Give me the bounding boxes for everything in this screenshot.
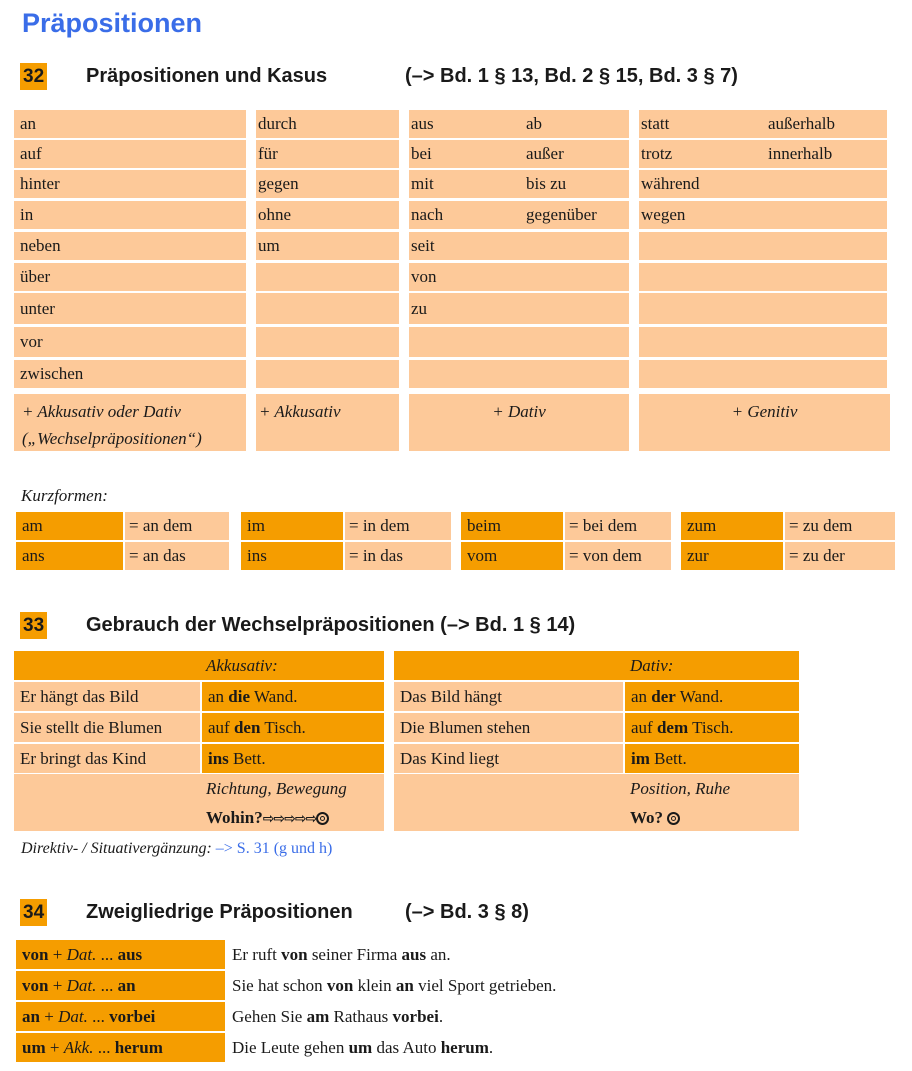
sentence-text: das Auto — [372, 1038, 441, 1057]
ergaenzung-note-label: Direktiv- / Situativergänzung: — [21, 840, 216, 857]
noun-text: Tisch. — [260, 718, 306, 737]
wo-question: Wo? — [630, 808, 664, 827]
section-title-32: Präpositionen und Kasus — [86, 65, 328, 87]
dativ-footer — [394, 774, 799, 831]
kurzform-short: zur — [681, 542, 783, 570]
noun-text: Wand. — [250, 687, 298, 706]
target-icon — [667, 812, 680, 825]
dativ-meaning: Position, Ruhe — [630, 779, 731, 798]
preposition-part-1: an — [22, 1007, 40, 1026]
noun-text: Wand. — [675, 687, 724, 706]
prep-genitiv: innerhalb — [768, 144, 833, 163]
example-sentence-preposition — [625, 744, 799, 773]
prep-dativ-row — [409, 140, 629, 168]
sentence-text: Gehen Sie — [232, 1007, 307, 1026]
section-number-33: 33 — [20, 612, 47, 639]
sentence-preposition: von — [281, 945, 308, 964]
prep-dativ-row — [409, 263, 629, 291]
preposition-text: auf — [631, 718, 657, 737]
prep-genitiv-row — [639, 201, 887, 229]
prep-akkusativ: gegen — [256, 170, 399, 198]
prep-akkusativ — [256, 263, 399, 291]
noun-text: Tisch. — [688, 718, 734, 737]
article-bold: dem — [656, 718, 689, 737]
case-name: Dat. — [58, 1007, 88, 1026]
article-bold: ins — [208, 749, 229, 768]
kurzform-short: im — [241, 512, 343, 540]
ergaenzung-ref-link[interactable]: –> S. 31 (g und h) — [215, 840, 333, 857]
dativ-header: Dativ: — [394, 651, 799, 680]
two-part-preposition: von + Dat. ... an — [16, 971, 225, 1000]
section-title-34: Zweigliedrige Präpositionen — [86, 901, 353, 923]
sentence-text: Er ruft — [232, 945, 282, 964]
noun-text: Bett. — [649, 749, 687, 768]
prep-dativ: außer — [526, 144, 564, 163]
kurzform-short: am — [16, 512, 123, 540]
example-sentence — [232, 1033, 832, 1062]
example-sentence-preposition — [202, 682, 384, 711]
preposition-part-2: herum — [114, 1038, 163, 1057]
label-dativ: + Dativ — [409, 394, 629, 451]
preposition-part-2: vorbei — [109, 1007, 156, 1026]
preposition-text: auf — [208, 718, 234, 737]
sentence-text: Die Leute gehen — [232, 1038, 349, 1057]
prep-akkusativ — [256, 327, 399, 357]
article-bold: die — [228, 687, 251, 706]
prep-genitiv-row — [639, 140, 887, 168]
kurzform-short: ans — [16, 542, 123, 570]
sentence-preposition: am — [306, 1007, 330, 1026]
example-sentence — [232, 1002, 832, 1031]
preposition-part-2: an — [117, 976, 136, 995]
sentence-preposition: von — [326, 976, 354, 995]
prep-genitiv-row — [639, 327, 887, 357]
kurzform-long: = bei dem — [565, 512, 671, 540]
prep-dativ-row — [409, 327, 629, 357]
prep-akk-dat: hinter — [14, 170, 246, 198]
prep-genitiv: wegen — [641, 205, 686, 224]
sentence-text: . — [488, 1038, 494, 1057]
prep-genitiv-row — [639, 170, 887, 198]
prep-dativ-row — [409, 170, 629, 198]
prep-akk-dat: unter — [14, 293, 246, 324]
two-part-preposition: von + Dat. ... aus — [16, 940, 225, 969]
prep-akkusativ — [256, 293, 399, 324]
prep-dativ-row — [409, 110, 629, 138]
example-sentence-start: Sie stellt die Blumen — [14, 713, 200, 742]
article-bold: der — [651, 687, 676, 706]
prep-dativ: mit — [411, 174, 434, 193]
prep-akk-dat: neben — [14, 232, 246, 260]
example-sentence-start: Das Bild hängt — [394, 682, 623, 711]
wohin-question: Wohin? — [206, 808, 263, 827]
kurzform-long: = in das — [345, 542, 451, 570]
label-akkusativ: + Akkusativ — [256, 394, 399, 451]
akkusativ-question-line — [206, 805, 329, 832]
case-name: Akk. — [63, 1038, 94, 1057]
sentence-preposition: an — [395, 976, 414, 995]
target-icon — [316, 812, 329, 825]
preposition-part-1: von — [22, 976, 49, 995]
prep-genitiv: statt — [641, 114, 670, 133]
kurzform-short: beim — [461, 512, 563, 540]
prep-dativ: aus — [411, 114, 434, 133]
prep-dativ: bei — [411, 144, 432, 163]
article-bold: den — [233, 718, 261, 737]
section-number-34: 34 — [20, 899, 47, 926]
label-akk-dat: + Akkusativ oder Dativ — [22, 402, 181, 421]
section-number-32: 32 — [20, 63, 47, 90]
example-sentence-preposition — [202, 713, 384, 742]
example-sentence-start: Er bringt das Kind — [14, 744, 200, 773]
label-wechsel — [14, 394, 246, 451]
prep-genitiv-row — [639, 263, 887, 291]
prep-dativ-row — [409, 360, 629, 388]
prep-akk-dat: in — [14, 201, 246, 229]
kurzform-short: zum — [681, 512, 783, 540]
kurzform-long: = an dem — [125, 512, 229, 540]
dativ-question-line — [630, 805, 680, 831]
label-wechselpraepositionen: („Wechselpräpositionen“) — [22, 429, 202, 448]
example-sentence — [232, 940, 832, 969]
article-bold: im — [631, 749, 650, 768]
prep-genitiv-row — [639, 293, 887, 324]
page-title: Präpositionen — [22, 8, 203, 38]
sentence-text: viel Sport getrieben. — [413, 976, 557, 995]
prep-genitiv-row — [639, 360, 887, 388]
example-sentence — [232, 971, 832, 1000]
ergaenzung-note — [21, 838, 332, 860]
example-sentence-start: Die Blumen stehen — [394, 713, 623, 742]
preposition-part-2: aus — [117, 945, 143, 964]
kurzformen-label: Kurzformen: — [21, 486, 108, 505]
kurzform-long: = von dem — [565, 542, 671, 570]
prep-akkusativ: um — [256, 232, 399, 260]
sentence-preposition: vorbei — [392, 1007, 439, 1026]
example-sentence-preposition — [202, 744, 384, 773]
akkusativ-footer — [14, 774, 384, 831]
label-genitiv: + Genitiv — [639, 394, 890, 451]
noun-text: Bett. — [228, 749, 266, 768]
akkusativ-header: Akkusativ: — [14, 651, 384, 680]
prep-genitiv-row — [639, 110, 887, 138]
prep-genitiv: außerhalb — [768, 114, 836, 133]
arrow-right-icon: ⇨⇨⇨⇨⇨ — [262, 811, 317, 827]
preposition-part-1: um — [22, 1038, 46, 1057]
prep-genitiv: während — [641, 174, 700, 193]
prep-dativ: ab — [526, 114, 543, 133]
prep-genitiv: trotz — [641, 144, 673, 163]
prep-genitiv-row — [639, 232, 887, 260]
prep-dativ-row — [409, 293, 629, 324]
sentence-text: Sie hat schon — [232, 976, 327, 995]
sentence-preposition: herum — [440, 1038, 489, 1057]
akkusativ-meaning: Richtung, Bewegung — [206, 779, 347, 798]
kurzform-long: = an das — [125, 542, 229, 570]
prep-dativ: zu — [411, 299, 428, 318]
prep-akkusativ: ohne — [256, 201, 399, 229]
case-name: Dat. — [66, 945, 97, 964]
sentence-text: . — [438, 1007, 444, 1026]
sentence-preposition: aus — [401, 945, 427, 964]
sentence-text: Rathaus — [329, 1007, 393, 1026]
kurzform-long: = zu dem — [785, 512, 895, 540]
kurzform-long: = zu der — [785, 542, 895, 570]
sentence-preposition: um — [348, 1038, 373, 1057]
prep-akk-dat: an — [14, 110, 246, 138]
example-sentence-preposition — [625, 682, 799, 711]
kurzform-long: = in dem — [345, 512, 451, 540]
preposition-text: an — [208, 687, 229, 706]
prep-dativ: nach — [411, 205, 444, 224]
preposition-part-1: von — [22, 945, 49, 964]
kurzform-short: ins — [241, 542, 343, 570]
prep-akk-dat: über — [14, 263, 246, 291]
kurzform-short: vom — [461, 542, 563, 570]
prep-dativ: seit — [411, 236, 435, 255]
preposition-text: an — [631, 687, 652, 706]
prep-akkusativ — [256, 360, 399, 388]
two-part-preposition: an + Dat. ... vorbei — [16, 1002, 225, 1031]
case-name: Dat. — [66, 976, 97, 995]
prep-akkusativ: durch — [256, 110, 399, 138]
sentence-text: klein — [353, 976, 396, 995]
prep-dativ: gegenüber — [526, 205, 597, 224]
section-ref-32: (–> Bd. 1 § 13, Bd. 2 § 15, Bd. 3 § 7) — [405, 65, 738, 87]
prep-akk-dat: auf — [14, 140, 246, 168]
example-sentence-start: Das Kind liegt — [394, 744, 623, 773]
prep-akkusativ: für — [256, 140, 399, 168]
two-part-preposition: um + Akk. ... herum — [16, 1033, 225, 1062]
sentence-text: an. — [426, 945, 451, 964]
section-ref-34: (–> Bd. 3 § 8) — [405, 901, 529, 923]
prep-dativ-row — [409, 232, 629, 260]
section-title-33: Gebrauch der Wechselpräpositionen (–> Bd. 1 § 14) — [86, 614, 576, 636]
prep-dativ-row — [409, 201, 629, 229]
prep-akk-dat: vor — [14, 327, 246, 357]
sentence-text: seiner Firma — [307, 945, 402, 964]
example-sentence-preposition — [625, 713, 799, 742]
prep-akk-dat: zwischen — [14, 360, 246, 388]
prep-dativ: bis zu — [526, 174, 567, 193]
prep-dativ: von — [411, 267, 437, 286]
example-sentence-start: Er hängt das Bild — [14, 682, 200, 711]
